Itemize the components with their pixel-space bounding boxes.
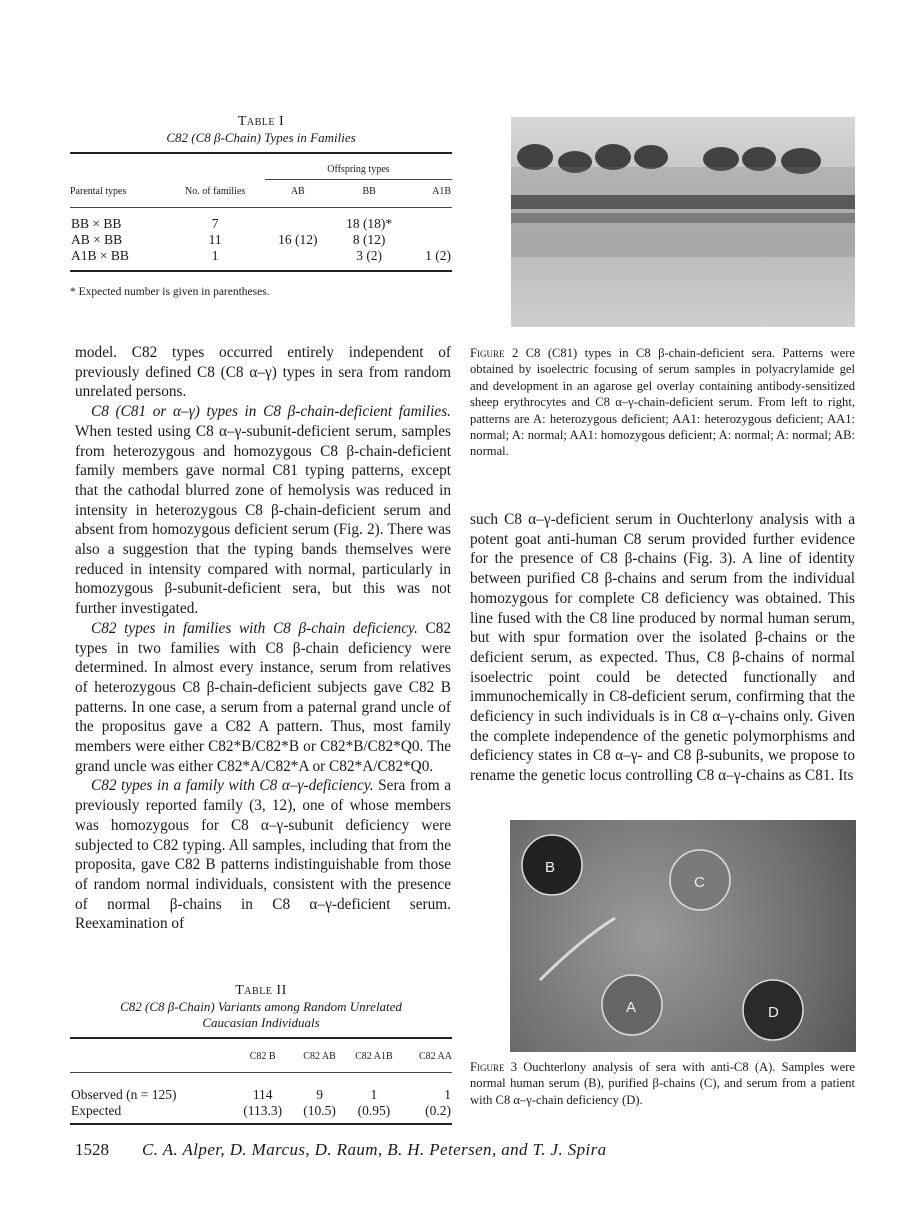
figure-3-caption — [470, 1059, 855, 1108]
table-1 — [70, 114, 452, 298]
col-header: C82 B — [249, 1051, 276, 1062]
figure-2-caption — [470, 345, 855, 460]
table-row — [70, 248, 452, 268]
table-row — [70, 207, 452, 232]
well-label: D — [768, 1004, 779, 1021]
table-2-subtitle: C82 (C8 β-Chain) Variants among Random Unrelated Caucasian Individuals — [120, 999, 402, 1030]
table-cell: 16 (12) — [278, 231, 318, 247]
paragraph: model. C82 types occurred entirely independent of previously defined C8 (C8 α–γ) types in sera from random unrelated persons. — [75, 344, 451, 401]
table-1-grid — [70, 152, 452, 268]
figure-2-gel-image — [511, 117, 855, 327]
col-header — [70, 1038, 232, 1073]
caption-text: C8 (C81) types in C8 β-chain-deficient sera. Patterns were obtained by isoelectric focusing of serum samples in polyacrylamide gel and development in an agarose gel overlay containing antibody-sensitized sheep erythrocytes and C8 α–γ-chain-deficient serum. From left to right, patterns are A: heterozygous deficient; AA1: heterozygous deficient; AA1: normal; A: normal; AA1: homozygous deficient; A: normal; A: normal; AB: normal. — [470, 346, 855, 459]
table-cell: (10.5) — [303, 1103, 336, 1118]
col-header: Parental types — [70, 185, 127, 197]
table-cell: Observed (n = 125) — [71, 1087, 177, 1102]
table-cell — [265, 248, 331, 268]
table-cell: 114 — [252, 1087, 273, 1102]
table-row — [70, 1103, 452, 1121]
paragraph-body: C82 types in two families with C8 β-chain deficiency were determined. In almost every instance, serum from relatives of heterozygous C8 β-chain-deficient subjects gave C82 B patterns. In one case, a serum from a paternal grand uncle of the propositus gave a C82 A pattern. Thus, most family members were either C82*B/C82*B or C82*B/C82*Q0. The grand uncle was either C82*A/C82*A or C82*A/C82*Q0. — [75, 619, 451, 775]
figure-label: Figure 2 — [470, 346, 519, 360]
section-heading: C8 (C81 or α–γ) types in C8 β-chain-deficient families. — [91, 403, 451, 421]
paragraph-body: Sera from a previously reported family (3, 12), one of whose members was homozygous for C8 α–γ-subunit deficiency were subjected to C82 typing. All samples, including that from the proposita, gave C82 B patterns indistinguishable from those of random normal individuals, consistent with the presence of normal β-chains in C8 α–γ-deficient serum. Reexamination of — [75, 777, 451, 933]
table-cell: 1 — [370, 1087, 378, 1102]
section-heading: C82 types in a family with C8 α–γ-deficiency. — [91, 777, 374, 795]
table-cell: (0.2) — [425, 1103, 451, 1118]
section-heading: C82 types in families with C8 β-chain deficiency. — [91, 619, 418, 637]
table-cell — [408, 232, 453, 248]
left-column — [75, 343, 451, 934]
ouchterlony-wells — [510, 820, 856, 1052]
table-cell: BB × BB — [71, 215, 122, 231]
table-2-title: Table II — [235, 983, 287, 998]
col-header: C82 AB — [303, 1051, 336, 1062]
table-cell: 7 — [211, 215, 219, 231]
table-1-title: Table I — [237, 114, 285, 129]
well-label: A — [626, 999, 637, 1016]
col-header: C82 A1B — [355, 1051, 393, 1062]
table-2-grid — [70, 1037, 452, 1121]
col-header: A1B — [432, 185, 451, 197]
table-cell: AB × BB — [71, 231, 123, 247]
figure-3-ouchterlony-image — [510, 820, 856, 1052]
paragraph — [75, 402, 451, 619]
page-number: 1528 — [75, 1140, 109, 1159]
table-1-subtitle: C82 (C8 β-Chain) Types in Families — [166, 130, 356, 145]
table-row — [70, 1073, 452, 1104]
well-label: B — [545, 859, 556, 876]
col-header: C82 AA — [418, 1051, 452, 1062]
well-label: C — [694, 874, 705, 891]
table-cell: 8 (12) — [352, 231, 386, 247]
col-header: AB — [290, 185, 305, 197]
paragraph-body: When tested using C8 α–γ-subunit-deficient serum, samples from heterozygous and homozygous C8 β-chain-deficient family members gave normal C81 typing patterns, except that the cathodal blurred zone of hemolysis was reduced in intensity in heterozygous C8 β-chain-deficient serum and absent from homozygous deficient serum (Fig. 2). There was also a suggestion that the typing bands themselves were reduced in intensity compared with normal, particularly in homozygous β-subunit-deficient sera, but this was not further investigated. — [75, 422, 451, 618]
paragraph — [75, 776, 451, 934]
col-header: No. of families — [185, 185, 246, 197]
table-cell: A1B × BB — [71, 247, 129, 263]
figure-label: Figure 3 — [470, 1060, 517, 1074]
col-header: BB — [362, 185, 376, 197]
table-cell: 9 — [316, 1087, 323, 1102]
table-cell: 1 — [444, 1087, 451, 1102]
gel-bands — [511, 117, 855, 327]
table-cell: (113.3) — [243, 1103, 283, 1118]
table-cell: (0.95) — [357, 1103, 391, 1118]
table-cell — [408, 207, 453, 232]
table-row — [70, 232, 452, 248]
offspring-header: Offspring types — [265, 153, 452, 180]
table-1-footnote: * Expected number is given in parentheses. — [70, 285, 270, 298]
table-cell: 1 (2) — [425, 247, 451, 263]
table-cell: 1 — [211, 247, 219, 263]
right-column — [470, 510, 855, 786]
table-cell: 11 — [208, 231, 222, 247]
table-cell — [265, 207, 331, 232]
paragraph: such C8 α–γ-deficient serum in Ouchterlony analysis with a potent goat anti-human C8 serum provided further evidence for the presence of C8 β-chains (Fig. 3). A line of identity between purified C8 β-chains and serum from the individual homozygous for complete C8 deficiency was obtained. This line fused with the C8 line produced by normal human serum, but with spur formation over the isolated β-chains or the deficient serum, as expected. Thus, C8 β-chains of normal isoelectric point could be detected functionally and immunochemically in C8-deficient serum, confirming that the deficiency in such individuals is in C8 α–γ-chains only. Given the complete independence of the genetic polymorphisms and deficiency states in C8 α–γ- and C8 β-subunits, we propose to rename the genetic locus controlling C8 α–γ-chains as C81. Its — [470, 511, 856, 785]
paragraph — [75, 619, 451, 777]
table-2 — [70, 983, 452, 1125]
table-cell: Expected — [71, 1103, 122, 1118]
table-cell: 3 (2) — [356, 247, 383, 263]
author-line: C. A. Alper, D. Marcus, D. Raum, B. H. Petersen, and T. J. Spira — [142, 1140, 607, 1159]
caption-text: Ouchterlony analysis of sera with anti-C8 (A). Samples were normal human serum (B), purified β-chains (C), and serum from a patient with C8 α–γ-chain deficiency (D). — [470, 1060, 855, 1107]
table-cell: 18 (18)* — [346, 215, 393, 231]
